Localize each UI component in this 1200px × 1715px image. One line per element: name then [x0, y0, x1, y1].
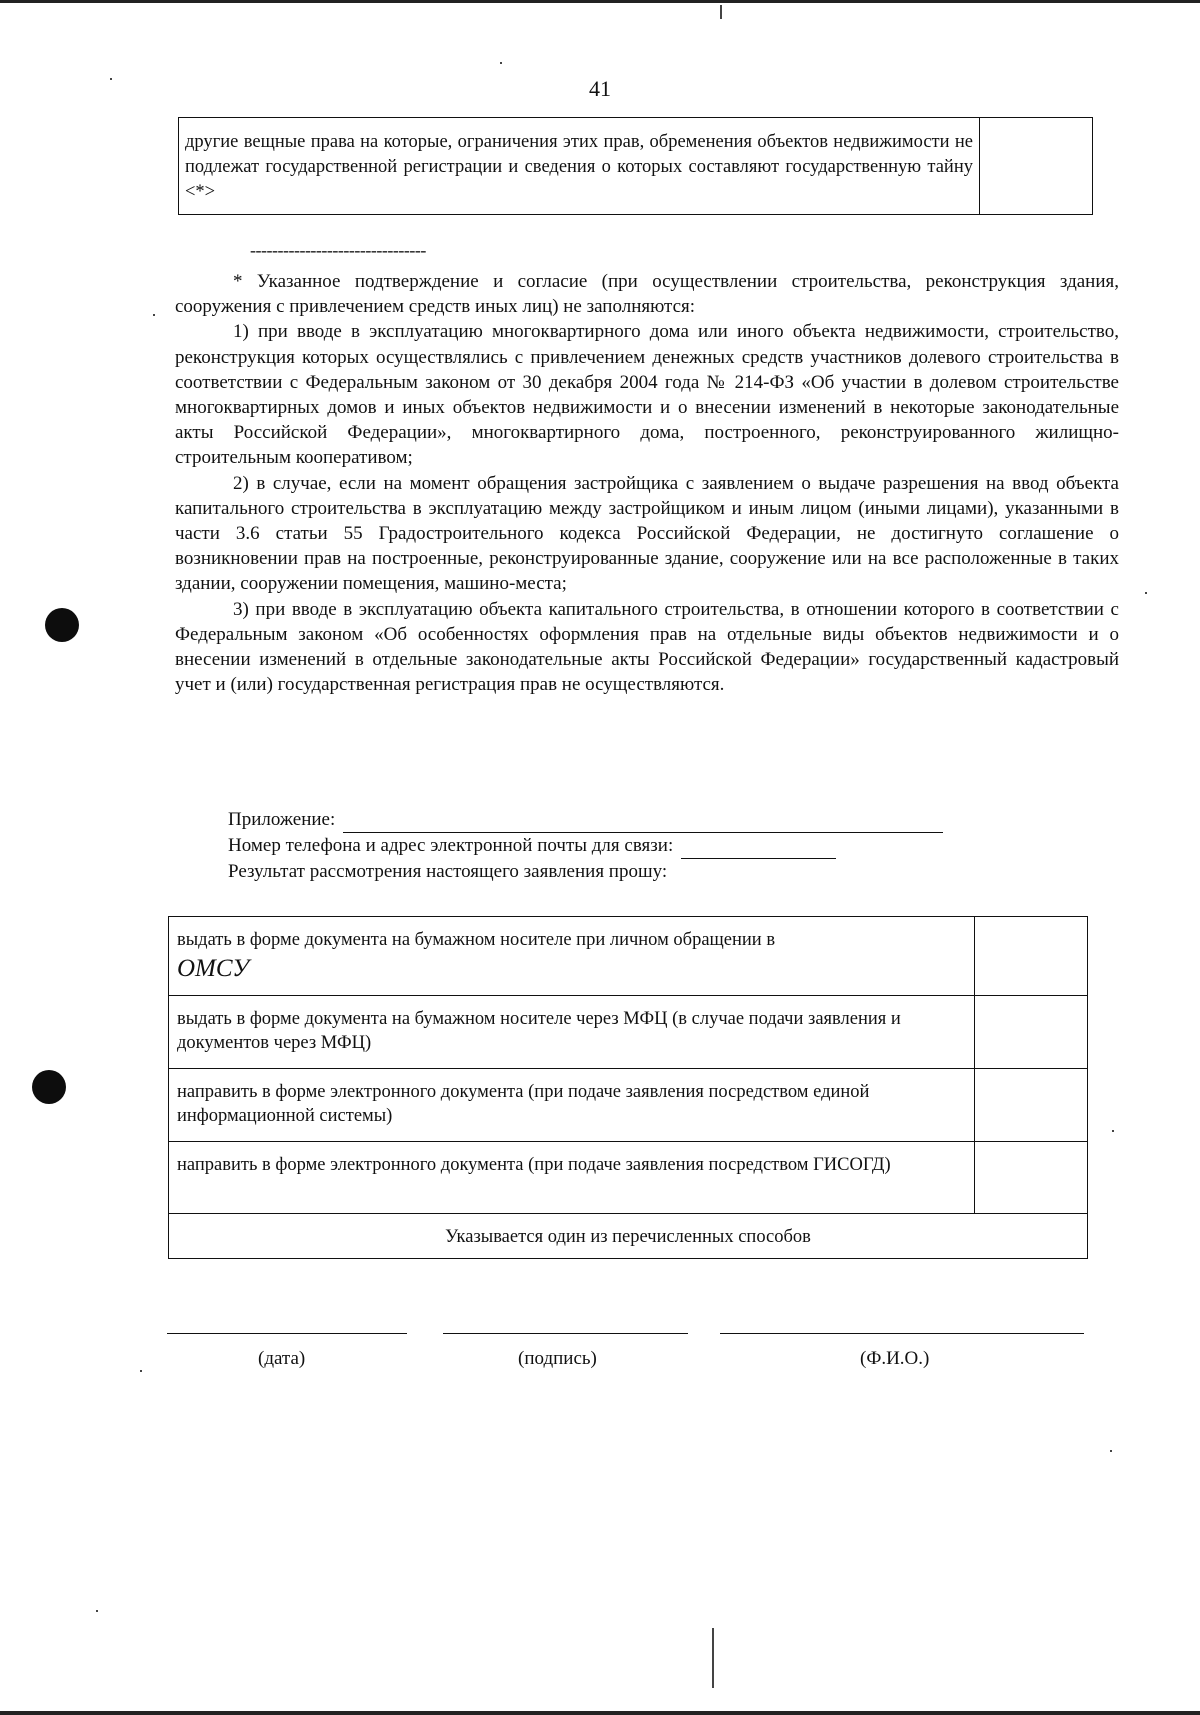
form-fields [228, 807, 943, 885]
table-row [169, 1069, 1088, 1142]
result-options-table [168, 916, 1088, 1259]
option-4-text: направить в форме электронного документа (при подаче заявления посредством ГИСОГД) [169, 1142, 975, 1214]
contact-field [228, 833, 943, 859]
footnote-item-1: 1) при вводе в эксплуатацию многоквартирного дома или иного объекта недвижимости, строительство, реконструкция которых осуществлялись с привлечением денежных средств участников долевого строительства в соответствии с Федеральным законом от 30 декабря 2004 года № 214-ФЗ «Об участии в долевом строительстве многоквартирных домов и иных объектов недвижимости и о внесении изменений в некоторые законодательные акты Российской Федерации», многоквартирного дома, построенного, реконструированного жилищно-строительным кооперативом; [175, 321, 1119, 469]
option-1-handwritten: ОМСУ [177, 955, 250, 982]
attachment-input-line[interactable] [343, 812, 943, 833]
scan-top-edge [0, 0, 1200, 3]
option-3-text: направить в форме электронного документа (при подаче заявления посредством единой информационной системы) [169, 1069, 975, 1142]
scan-speck [500, 62, 502, 64]
page-number: 41 [589, 76, 611, 101]
date-label: (дата) [258, 1348, 306, 1369]
scan-speck [140, 1370, 142, 1372]
table-row [179, 118, 1093, 215]
scan-bottom-edge [0, 1711, 1200, 1715]
option-1-checkbox-cell[interactable] [975, 917, 1088, 996]
rights-table [178, 117, 1093, 215]
scan-speck [96, 1610, 98, 1612]
option-2-text: выдать в форме документа на бумажном носителе через МФЦ (в случае подачи заявления и документов через МФЦ) [169, 996, 975, 1069]
table-row [169, 917, 1088, 996]
option-2-checkbox-cell[interactable] [975, 996, 1088, 1069]
name-line[interactable] [720, 1333, 1084, 1334]
signature-label: (подпись) [518, 1348, 597, 1369]
punch-hole [45, 608, 79, 642]
attachment-field [228, 807, 943, 833]
option-3-checkbox-cell[interactable] [975, 1069, 1088, 1142]
punch-hole [32, 1070, 66, 1104]
date-line[interactable] [167, 1333, 407, 1334]
signature-line[interactable] [443, 1333, 688, 1334]
option-1-text: выдать в форме документа на бумажном носителе при личном обращении в [177, 930, 776, 950]
footnote [175, 269, 1119, 697]
result-label: Результат рассмотрения настоящего заявления прошу: [228, 861, 668, 882]
footnote-item-2: 2) в случае, если на момент обращения застройщика с заявлением о выдаче разрешения на ввод объекта капитального строительства в эксплуатацию между застройщиком и иным лицом (иными лицами), указанными в части 3.6 статьи 55 Градостроительного кодекса Российской Федерации, не достигнуто соглашение о возникновении прав на построенные, реконструированные здание, сооружение или на все расположенные в таких здании, сооружении помещения, машино-места; [175, 472, 1119, 595]
scan-speck [1112, 1130, 1114, 1132]
scan-speck [153, 314, 155, 316]
table-row [169, 1214, 1088, 1259]
rights-text: другие вещные права на которые, ограничения этих прав, обременения объектов недвижимости не подлежат государственной регистрации и сведения о которых составляют государственную тайну <*> [179, 118, 980, 215]
option-4-checkbox-cell[interactable] [975, 1142, 1088, 1214]
scan-speck [1110, 1450, 1112, 1452]
scan-speck [1145, 592, 1147, 594]
scan-speck [720, 5, 722, 19]
name-label: (Ф.И.О.) [860, 1348, 930, 1369]
result-field [228, 859, 943, 885]
contact-input-line[interactable] [681, 838, 836, 859]
footnote-item-3: 3) при вводе в эксплуатацию объекта капитального строительства, в отношении которого в соответствии с Федеральным законом «Об особенностях оформления прав на отдельные виды объектов недвижимости и о внесении изменений в отдельные законодательные акты Российской Федерации» государственный кадастровый учет и (или) государственная регистрация прав не осуществляются. [175, 598, 1119, 696]
checkbox-cell[interactable] [980, 118, 1093, 215]
table-row [169, 1142, 1088, 1214]
scan-speck [712, 1628, 714, 1688]
attachment-label: Приложение: [228, 809, 336, 830]
table-row [169, 996, 1088, 1069]
options-note: Указывается один из перечисленных способов [169, 1214, 1088, 1259]
footnote-intro: * Указанное подтверждение и согласие (при осуществлении строительства, реконструкция здания, сооружения с привлечением средств иных лиц) не заполняются: [175, 271, 1119, 318]
contact-label: Номер телефона и адрес электронной почты для связи: [228, 835, 674, 856]
footnote-separator: -------------------------------- [250, 240, 426, 260]
option-1 [169, 917, 975, 996]
